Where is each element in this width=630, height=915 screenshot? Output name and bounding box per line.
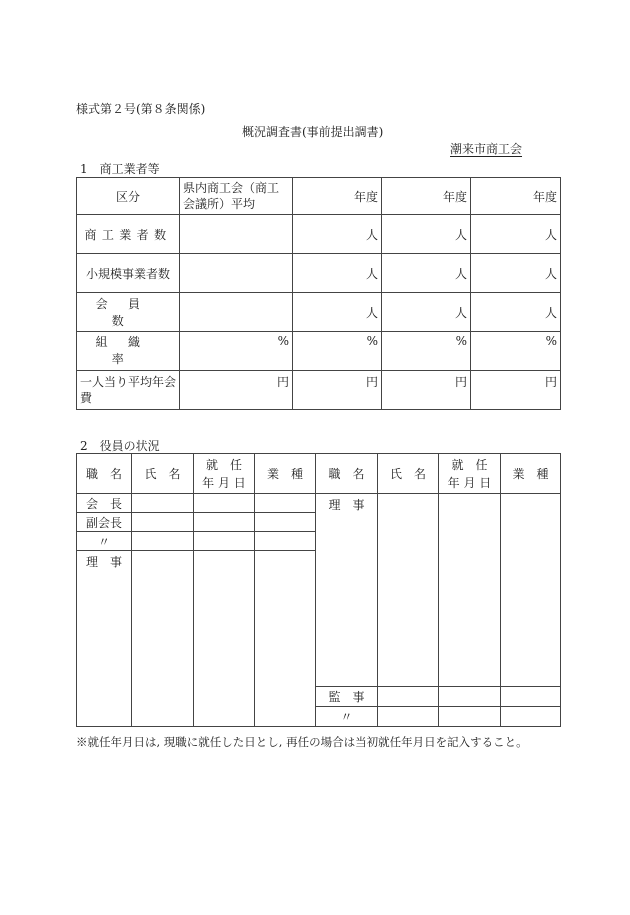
section1-heading: 1 商工業者等 xyxy=(80,162,160,176)
row-label: 一人当り平均年会費 xyxy=(77,371,180,410)
table-cell xyxy=(132,532,194,551)
table-cell xyxy=(439,687,501,707)
table-cell xyxy=(501,494,561,687)
table-cell: % xyxy=(293,332,382,371)
table-cell xyxy=(180,293,293,332)
table-cell: 人 xyxy=(471,215,561,254)
table-row xyxy=(77,215,561,254)
table-cell xyxy=(501,687,561,707)
header-prefecture-average: 県内商工会（商工会議所）平均 xyxy=(180,178,293,215)
section2-heading: 2 役員の状況 xyxy=(80,439,160,453)
row-label: 商工業者数 xyxy=(77,215,180,254)
role-label: 副会長 xyxy=(77,513,132,532)
header-name: 氏 名 xyxy=(378,454,439,494)
header-year-1: 年度 xyxy=(293,178,382,215)
table-cell: 人 xyxy=(382,293,471,332)
role-label: 〃 xyxy=(316,707,378,727)
table-cell xyxy=(194,513,255,532)
header-appointment-date: 就 任 年 月 日 xyxy=(439,454,501,494)
table-cell xyxy=(180,254,293,293)
table-cell xyxy=(132,551,194,727)
table-cell: 人 xyxy=(293,293,382,332)
table-cell xyxy=(180,215,293,254)
table-row xyxy=(77,254,561,293)
table-header-row xyxy=(77,178,561,215)
table-row xyxy=(77,494,561,513)
table-cell: % xyxy=(180,332,293,371)
table-cell: 人 xyxy=(293,254,382,293)
table-cell: 円 xyxy=(471,371,561,410)
table-cell xyxy=(255,551,316,727)
table-cell xyxy=(378,494,439,687)
table-cell: 人 xyxy=(382,254,471,293)
header-industry: 業 種 xyxy=(255,454,316,494)
header-name: 氏 名 xyxy=(132,454,194,494)
officers-table xyxy=(76,453,561,727)
table-row xyxy=(77,293,561,332)
table-cell xyxy=(378,707,439,727)
table-cell xyxy=(439,707,501,727)
role-label: 会 長 xyxy=(77,494,132,513)
table-header-row xyxy=(77,454,561,494)
row-label: 小規模事業者数 xyxy=(77,254,180,293)
role-label: 〃 xyxy=(77,532,132,551)
table-row xyxy=(77,371,561,410)
table-cell: 円 xyxy=(382,371,471,410)
table-cell: 人 xyxy=(293,215,382,254)
table-cell: 円 xyxy=(293,371,382,410)
doc-title: 概況調査書(事前提出調書) xyxy=(242,125,384,139)
table-cell: 円 xyxy=(180,371,293,410)
header-position: 職 名 xyxy=(77,454,132,494)
table-cell xyxy=(194,494,255,513)
business-table xyxy=(76,177,561,410)
table-row xyxy=(77,332,561,371)
table-cell xyxy=(132,513,194,532)
row-label: 会員数 xyxy=(77,293,180,332)
table-cell xyxy=(439,494,501,687)
header-industry: 業 種 xyxy=(501,454,561,494)
table-cell: 人 xyxy=(382,215,471,254)
table-cell: 人 xyxy=(471,254,561,293)
form-label: 様式第２号(第８条関係) xyxy=(76,102,206,116)
table-cell xyxy=(194,551,255,727)
table-cell: % xyxy=(382,332,471,371)
table-cell xyxy=(255,513,316,532)
role-label: 監 事 xyxy=(316,687,378,707)
row-label: 組織率 xyxy=(77,332,180,371)
table-cell: 人 xyxy=(471,293,561,332)
table-cell xyxy=(501,707,561,727)
role-label: 理 事 xyxy=(77,551,132,727)
table-cell xyxy=(255,494,316,513)
table-cell: % xyxy=(471,332,561,371)
header-position: 職 名 xyxy=(316,454,378,494)
table-cell xyxy=(255,532,316,551)
header-appointment-date: 就 任 年 月 日 xyxy=(194,454,255,494)
header-year-3: 年度 xyxy=(471,178,561,215)
table-cell xyxy=(132,494,194,513)
table-cell xyxy=(378,687,439,707)
header-category: 区分 xyxy=(77,178,180,215)
header-year-2: 年度 xyxy=(382,178,471,215)
role-label: 理 事 xyxy=(316,494,378,687)
organization-name: 潮来市商工会 xyxy=(450,142,523,156)
footnote: ※就任年月日は, 現職に就任した日とし, 再任の場合は当初就任年月日を記入すること。 xyxy=(76,735,528,749)
table-cell xyxy=(194,532,255,551)
